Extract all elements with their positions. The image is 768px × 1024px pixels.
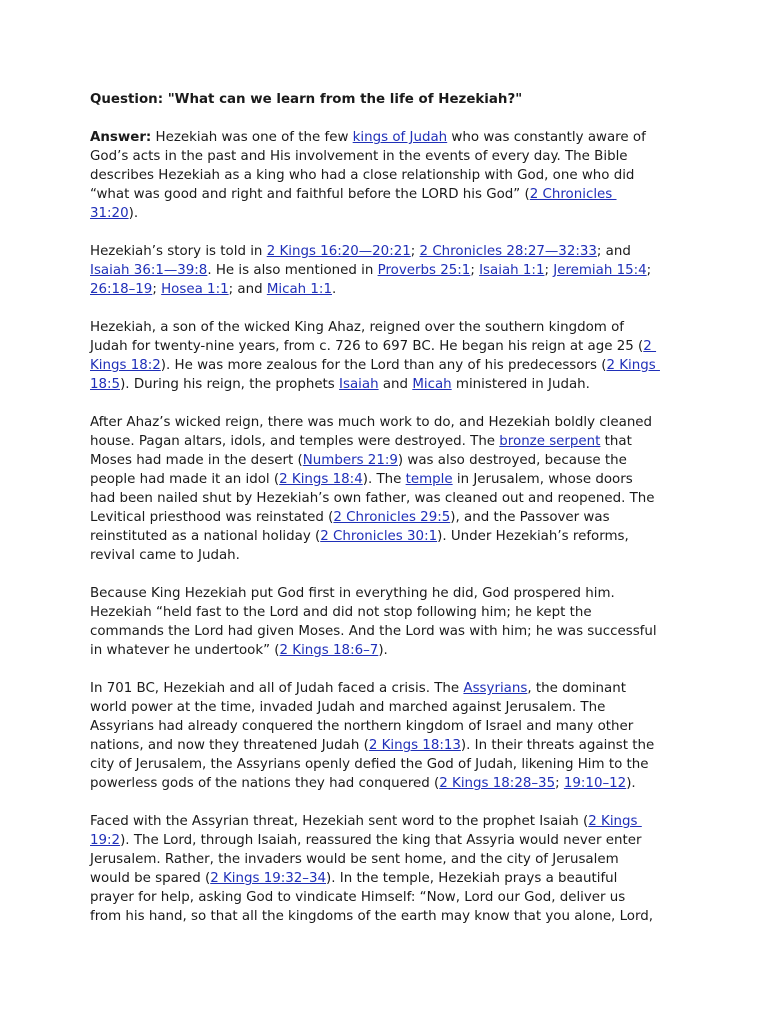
text-line (90, 375, 680, 394)
scripture-link[interactable]: Isaiah (339, 377, 379, 392)
scripture-link[interactable]: Proverbs 25:1 (377, 263, 471, 278)
text-line (90, 166, 680, 185)
scripture-link[interactable]: 31:20 (90, 206, 129, 221)
text-run: ). The Lord, through Isaiah, reassured the king that Assyria would never enter (120, 833, 642, 848)
text-run: ). The (362, 472, 406, 487)
text-line (90, 831, 680, 850)
text-run: In 701 BC, Hezekiah and all of Judah faced a crisis. The (90, 681, 464, 696)
text-run: world power at the time, invaded Judah and marched against Jerusalem. The (90, 700, 606, 715)
text-line (90, 147, 680, 166)
scripture-link[interactable]: Jeremiah 15:4 (553, 263, 647, 278)
text-run: ) was also destroyed, because the (397, 453, 627, 468)
question-text: Question: "What can we learn from the life of Hezekiah?" (90, 92, 523, 107)
answer-body (90, 128, 680, 926)
scripture-link[interactable]: Kings 18:2 (90, 358, 161, 373)
text-run: ; and (228, 282, 267, 297)
paragraph (90, 242, 680, 299)
text-run: had been nailed shut by Hezekiah’s own father, was cleaned out and reopened. The (90, 491, 655, 506)
text-line (90, 603, 680, 622)
text-run: “what was good and right and faithful before the LORD his God” ( (90, 187, 530, 202)
scripture-link[interactable]: 2 Kings 18:28–35 (439, 776, 556, 791)
text-run: ; (410, 244, 420, 259)
document-body (90, 90, 680, 945)
text-line (90, 280, 680, 299)
text-line (90, 413, 680, 432)
text-run: Jerusalem. Rather, the invaders would be sent home, and the city of Jerusalem (90, 852, 619, 867)
text-line (90, 812, 680, 831)
text-run: city of Jerusalem, the Assyrians openly defied the God of Judah, likening Him to the (90, 757, 649, 772)
paragraph (90, 318, 680, 394)
scripture-link[interactable]: Micah (412, 377, 452, 392)
text-run: reinstituted as a national holiday ( (90, 529, 321, 544)
text-line (90, 622, 680, 641)
text-line (90, 451, 680, 470)
scripture-link[interactable]: Assyrians (463, 681, 528, 696)
scripture-link[interactable]: 2 (643, 339, 657, 354)
text-run: . He is also mentioned in (207, 263, 378, 278)
text-line (90, 356, 680, 375)
scripture-link[interactable]: 26:18–19 (90, 282, 153, 297)
text-line (90, 432, 680, 451)
text-run: would be spared ( (90, 871, 211, 886)
question-heading (90, 90, 680, 109)
text-run: commands the Lord had given Moses. And the Lord was with him; he was successful (90, 624, 657, 639)
text-run: ; (544, 263, 554, 278)
scripture-link[interactable]: 2 Kings 16:20—20:21 (266, 244, 411, 259)
text-run: After Ahaz’s wicked reign, there was much work to do, and Hezekiah boldly cleaned (90, 415, 653, 430)
paragraph (90, 413, 680, 565)
text-line (90, 698, 680, 717)
text-run: in whatever he undertook” ( (90, 643, 280, 658)
text-run: ; and (596, 244, 631, 259)
text-run: and (378, 377, 413, 392)
text-run: ministered in Judah. (451, 377, 590, 392)
text-line (90, 185, 680, 204)
scripture-link[interactable]: temple (405, 472, 453, 487)
scripture-link[interactable]: Hosea 1:1 (161, 282, 229, 297)
text-run: Hezekiah was one of the few (151, 130, 353, 145)
text-line (90, 888, 680, 907)
text-run: prayer for help, asking God to vindicate Himself: “Now, Lord our God, deliver us (90, 890, 626, 905)
text-run: ). (128, 206, 139, 221)
scripture-link[interactable]: bronze serpent (499, 434, 601, 449)
paragraph (90, 679, 680, 793)
text-line (90, 489, 680, 508)
text-run: ; (646, 263, 652, 278)
text-run: powerless gods of the nations they had conquered ( (90, 776, 440, 791)
text-run: Assyrians had already conquered the northern kingdom of Israel and many other (90, 719, 634, 734)
scripture-link[interactable]: Numbers 21:9 (302, 453, 398, 468)
scripture-link[interactable]: Isaiah 36:1—39:8 (90, 263, 208, 278)
scripture-link[interactable]: 2 Kings 18:4 (279, 472, 363, 487)
text-run: Levitical priesthood was reinstated ( (90, 510, 334, 525)
text-run: ). In their threats against the (460, 738, 655, 753)
text-run: ). He was more zealous for the Lord than any of his predecessors ( (160, 358, 607, 373)
scripture-link[interactable]: 2 Chronicles 28:27—32:33 (419, 244, 597, 259)
scripture-link[interactable]: 2 Chronicles (529, 187, 617, 202)
paragraph (90, 812, 680, 926)
text-line (90, 679, 680, 698)
text-line (90, 546, 680, 565)
text-run: Hezekiah “held fast to the Lord and did not stop following him; he kept the (90, 605, 592, 620)
text-line (90, 907, 680, 926)
text-run: revival came to Judah. (90, 548, 240, 563)
text-line (90, 318, 680, 337)
text-run: from his hand, so that all the kingdoms of the earth may know that you alone, Lord, (90, 909, 654, 924)
scripture-link[interactable]: kings of Judah (352, 130, 448, 145)
text-run: Because King Hezekiah put God first in everything he did, God prospered him. (90, 586, 615, 601)
text-line (90, 508, 680, 527)
text-run: that (600, 434, 632, 449)
scripture-link[interactable]: 2 Kings 18:6–7 (279, 643, 379, 658)
answer-label: Answer: (90, 130, 152, 145)
scripture-link[interactable]: 2 Kings (588, 814, 642, 829)
text-line (90, 527, 680, 546)
scripture-link[interactable]: 2 Kings 18:13 (368, 738, 461, 753)
text-run: . (331, 282, 337, 297)
text-line (90, 261, 680, 280)
scripture-link[interactable]: 18:5 (90, 377, 121, 392)
text-line (90, 337, 680, 356)
scripture-link[interactable]: Isaiah 1:1 (479, 263, 545, 278)
text-line (90, 755, 680, 774)
text-run: Hezekiah’s story is told in (90, 244, 267, 259)
scripture-link[interactable]: 2 Chronicles 30:1 (320, 529, 438, 544)
scripture-link[interactable]: 2 Kings 19:32–34 (210, 871, 327, 886)
text-run: ; (555, 776, 564, 791)
text-run: God’s acts in the past and His involvement in the events of every day. The Bible (90, 149, 628, 164)
text-line (90, 717, 680, 736)
text-line (90, 584, 680, 603)
text-line (90, 869, 680, 888)
text-run: ). (626, 776, 636, 791)
scripture-link[interactable]: Micah 1:1 (266, 282, 332, 297)
text-run: people had made it an idol ( (90, 472, 280, 487)
text-run: ; (470, 263, 480, 278)
text-run: who was constantly aware of (447, 130, 646, 145)
text-run: ). (378, 643, 388, 658)
text-line (90, 850, 680, 869)
text-run: nations, and now they threatened Judah ( (90, 738, 369, 753)
text-line (90, 774, 680, 793)
text-run: ; (152, 282, 162, 297)
text-line (90, 736, 680, 755)
paragraph (90, 584, 680, 660)
text-run: in Jerusalem, whose doors (452, 472, 633, 487)
text-run: Hezekiah, a son of the wicked King Ahaz, reigned over the southern kingdom of (90, 320, 624, 335)
text-line (90, 242, 680, 261)
text-run: ), and the Passover was (450, 510, 610, 525)
text-run: Judah for twenty-nine years, from c. 726 to 697 BC. He began his reign at age 25 ( (90, 339, 644, 354)
text-line (90, 470, 680, 489)
scripture-link[interactable]: 2 Chronicles 29:5 (333, 510, 451, 525)
text-line (90, 128, 680, 147)
scripture-link[interactable]: 19:2 (90, 833, 121, 848)
text-run: house. Pagan altars, idols, and temples were destroyed. The (90, 434, 500, 449)
text-run: describes Hezekiah as a king who had a close relationship with God, one who did (90, 168, 635, 183)
text-run: Faced with the Assyrian threat, Hezekiah sent word to the prophet Isaiah ( (90, 814, 589, 829)
paragraph (90, 128, 680, 223)
scripture-link[interactable]: 19:10–12 (563, 776, 627, 791)
text-run: , the dominant (527, 681, 626, 696)
text-line (90, 641, 680, 660)
text-line (90, 204, 680, 223)
text-run: Moses had made in the desert ( (90, 453, 303, 468)
scripture-link[interactable]: 2 Kings (606, 358, 660, 373)
text-run: ). During his reign, the prophets (120, 377, 340, 392)
text-run: ). In the temple, Hezekiah prays a beautiful (326, 871, 618, 886)
text-run: ). Under Hezekiah’s reforms, (437, 529, 629, 544)
